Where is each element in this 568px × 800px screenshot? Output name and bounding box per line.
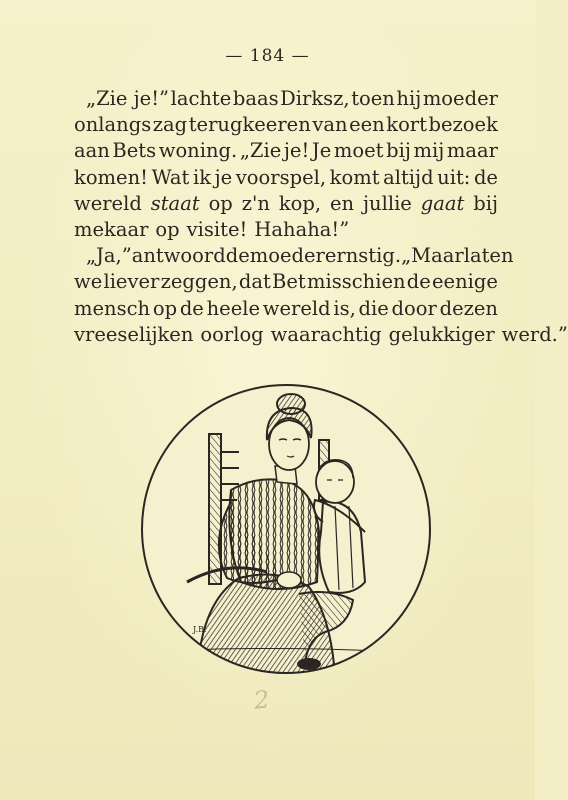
- word: komt: [329, 165, 380, 189]
- word: baas: [232, 87, 279, 110]
- word: Bet: [272, 270, 306, 294]
- word: vreeselijken: [74, 322, 194, 346]
- word: Hahaha!”: [254, 217, 350, 241]
- artist-monogram: J.B.: [193, 625, 207, 634]
- paragraph-2-line: [74, 322, 568, 348]
- mother-and-child-illustration: [139, 382, 433, 676]
- word: altijd: [383, 165, 434, 189]
- word: je!: [283, 139, 310, 163]
- word: en: [329, 191, 355, 215]
- word: mekaar: [74, 217, 149, 241]
- word: lachte: [170, 87, 232, 110]
- word: ernstig.: [324, 244, 402, 268]
- word: liever: [103, 270, 160, 294]
- word: antwoordde: [131, 244, 250, 268]
- paragraph-2-line: [74, 269, 498, 295]
- word: laten: [463, 244, 514, 268]
- word: voorspel,: [235, 165, 327, 189]
- word: Je: [311, 139, 332, 163]
- word: z'n: [241, 191, 270, 215]
- word: „Maar: [401, 244, 464, 268]
- word: oorlog: [200, 322, 264, 346]
- word: visite!: [186, 217, 248, 241]
- word: gaat: [420, 191, 465, 215]
- word: bij: [473, 191, 498, 215]
- word: bezoek: [428, 113, 498, 137]
- word: de: [406, 270, 431, 294]
- word: waarachtig: [270, 322, 382, 346]
- word: dat: [238, 270, 271, 294]
- word: zeggen,: [160, 270, 238, 294]
- word: hij: [396, 87, 422, 110]
- word: de: [473, 165, 498, 189]
- word: is,: [333, 296, 356, 320]
- word: onlangs: [74, 113, 152, 137]
- word: mensch: [74, 296, 151, 320]
- paragraph-1-line: [74, 191, 498, 217]
- word: van: [312, 113, 348, 137]
- word: op: [155, 217, 180, 241]
- word: „Zie: [239, 139, 282, 163]
- child-face: [316, 461, 354, 503]
- word: gelukkiger: [388, 322, 495, 346]
- word: door: [391, 296, 437, 320]
- word: „Zie je!”: [86, 87, 170, 110]
- word: moeder: [249, 244, 325, 268]
- word: zag: [152, 113, 188, 137]
- word: moeder: [422, 87, 498, 110]
- word: staat: [150, 191, 200, 215]
- word: jullie: [362, 191, 412, 215]
- word: die: [358, 296, 389, 320]
- word: we: [74, 270, 103, 294]
- paragraph-2-line: [74, 243, 514, 269]
- word: wereld: [74, 191, 142, 215]
- word: je: [214, 165, 233, 189]
- word: mij: [413, 139, 445, 163]
- page-number: — 184 —: [225, 46, 310, 66]
- paragraph-1: [74, 86, 498, 243]
- paragraph-1-line: [74, 217, 498, 243]
- paragraph-1-line: [74, 112, 498, 138]
- word: bij: [386, 139, 411, 163]
- paragraph-2: [74, 243, 568, 348]
- word: dezen: [439, 296, 498, 320]
- word: Wat: [151, 165, 190, 189]
- pencil-annotation: 2: [252, 685, 271, 715]
- body-text: [74, 86, 568, 348]
- word: komen!: [74, 165, 148, 189]
- word: woning.: [158, 139, 238, 163]
- word: moet: [333, 139, 384, 163]
- paragraph-2-line: [74, 296, 498, 322]
- word: een: [349, 113, 385, 137]
- word: „Ja,”: [86, 244, 132, 268]
- word: werd.”: [501, 322, 568, 346]
- word: wereld: [262, 296, 331, 320]
- word: aan: [74, 139, 110, 163]
- word: eenige: [432, 270, 498, 294]
- word: op: [152, 296, 178, 320]
- word: misschien: [306, 270, 406, 294]
- word: op: [208, 191, 233, 215]
- word: toen: [351, 87, 395, 110]
- paragraph-1-line: [74, 165, 498, 191]
- word: kort: [386, 113, 427, 137]
- word: de: [179, 296, 204, 320]
- word: terugkeeren: [188, 113, 311, 137]
- word: maar: [446, 139, 498, 163]
- word: Bets: [112, 139, 157, 163]
- paragraph-1-line: [74, 138, 498, 164]
- word: uit:: [437, 165, 471, 189]
- word: Dirksz,: [280, 87, 350, 110]
- word: heele: [206, 296, 261, 320]
- paragraph-1-line: [74, 86, 498, 112]
- word: ik: [192, 165, 212, 189]
- word: kop,: [278, 191, 322, 215]
